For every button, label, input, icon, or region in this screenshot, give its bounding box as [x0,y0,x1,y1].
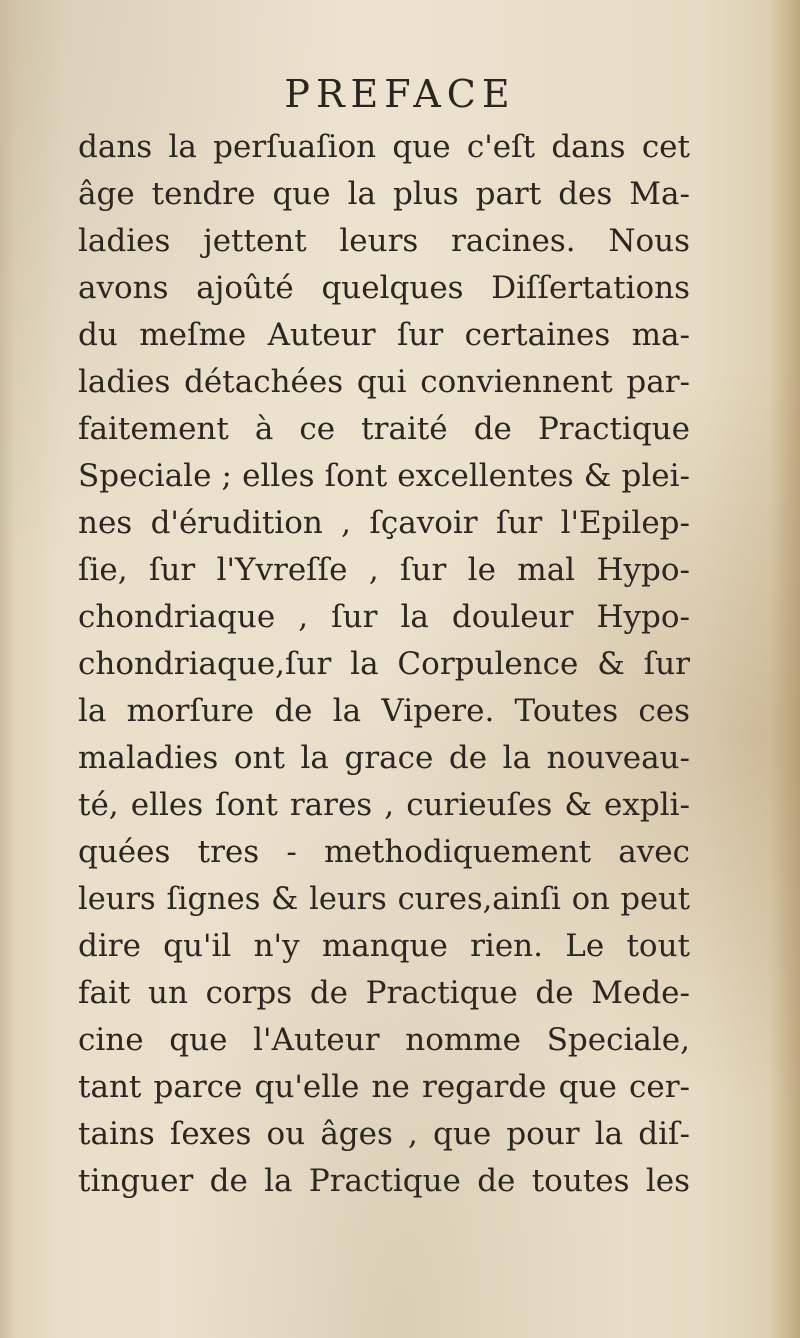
text-line: faitement à ce traité de Practique [78,411,690,447]
text-line: quées tres - methodiquement avec [78,834,690,870]
text-line: âge tendre que la plus part des Ma- [78,176,690,212]
text-line: chondriaque , ſur la douleur Hypo- [78,599,690,635]
text-line: tinguer de la Practique de toutes les [78,1163,690,1199]
text-line: la morſure de la Vipere. Toutes ces [78,693,690,729]
text-line: nes d'érudition , ſçavoir ſur l'Epilep- [78,505,690,541]
page-edge-shadow-left [0,0,14,1338]
text-line: tant parce qu'elle ne regarde que cer- [78,1069,690,1105]
text-line: chondriaque,ſur la Corpulence & ſur [78,646,690,682]
text-line: dans la perſuaſion que c'eſt dans cet [78,129,690,165]
text-line: tains ſexes ou âges , que pour la diſ- [78,1116,690,1152]
body-text [78,124,690,1205]
text-line: ladies jettent leurs racines. Nous [78,223,690,259]
text-line: ladies détachées qui conviennent par- [78,364,690,400]
text-line: ſie, ſur l'Yvreſſe , ſur le mal Hypo- [78,552,690,588]
page-edge-stain-right [770,0,800,1338]
text-line: du meſme Auteur ſur certaines ma- [78,317,690,353]
text-line: fait un corps de Practique de Mede- [78,975,690,1011]
text-line: maladies ont la grace de la nouveau- [78,740,690,776]
text-line: té, elles ſont rares , curieuſes & expli- [78,787,690,823]
text-line: cine que l'Auteur nomme Speciale, [78,1022,690,1058]
text-line: dire qu'il n'y manque rien. Le tout [78,928,690,964]
text-line: leurs ſignes & leurs cures,ainſi on peut [78,882,690,917]
text-line: Speciale ; elles ſont excellentes & plei- [78,458,690,494]
running-head: PREFACE [284,72,516,116]
text-line: avons ajoûté quelques Diſſertations [78,270,690,306]
